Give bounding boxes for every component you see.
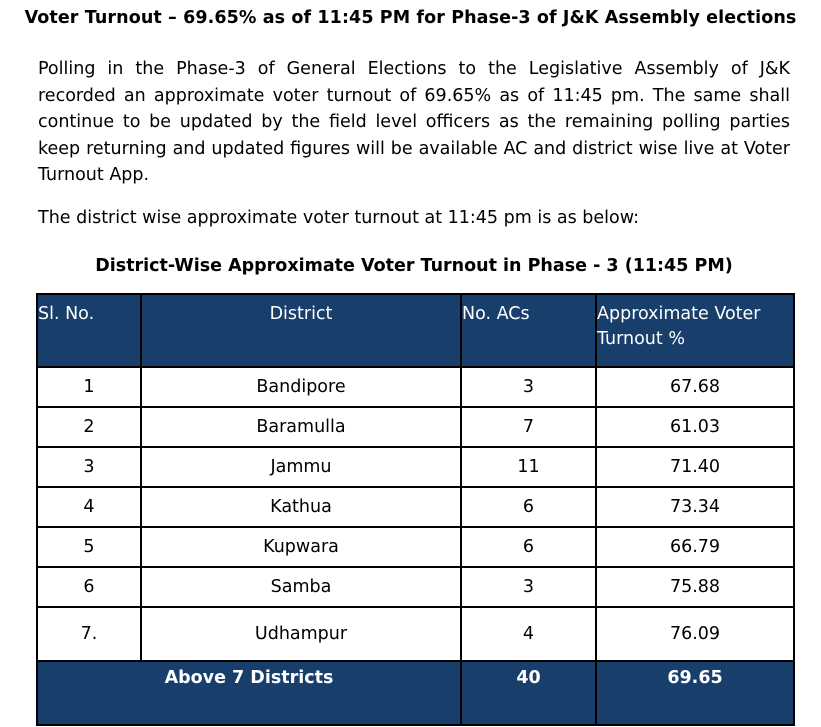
cell-turnout: 66.79	[596, 527, 794, 567]
cell-district: Jammu	[141, 447, 461, 487]
cell-turnout: 75.88	[596, 567, 794, 607]
table-row	[37, 607, 794, 661]
cell-sl-no: 5	[37, 527, 141, 567]
table-row	[37, 527, 794, 567]
cell-no-acs: 6	[461, 487, 596, 527]
cell-turnout: 71.40	[596, 447, 794, 487]
turnout-table	[36, 293, 795, 726]
cell-turnout: 61.03	[596, 407, 794, 447]
header-turnout: Approximate Voter Turnout %	[596, 294, 794, 367]
cell-no-acs: 11	[461, 447, 596, 487]
cell-no-acs: 7	[461, 407, 596, 447]
table-row	[37, 367, 794, 407]
cell-district: Kathua	[141, 487, 461, 527]
total-no-acs: 40	[461, 661, 596, 725]
cell-district: Samba	[141, 567, 461, 607]
table-row	[37, 407, 794, 447]
table-title: District-Wise Approximate Voter Turnout in Phase - 3 (11:45 PM)	[95, 256, 733, 276]
header-district: District	[141, 294, 461, 367]
cell-turnout: 76.09	[596, 607, 794, 661]
cell-turnout: 73.34	[596, 487, 794, 527]
header-no-acs: No. ACs	[461, 294, 596, 367]
cell-no-acs: 3	[461, 367, 596, 407]
table-header-row	[37, 294, 794, 367]
body-paragraph: Polling in the Phase-3 of General Elections to the Legislative Assembly of J&K recorded an approximate voter turnout of 69.65% as of 11:45 pm. The same shall continue to be updated by the field level officers as the remaining polling parties keep returning and updated figures will be available AC and district wise live at Voter Turnout App.	[38, 59, 790, 185]
cell-sl-no: 4	[37, 487, 141, 527]
total-row	[37, 661, 794, 725]
header-sl-no: Sl. No.	[37, 294, 141, 367]
cell-district: Bandipore	[141, 367, 461, 407]
cell-turnout: 67.68	[596, 367, 794, 407]
cell-no-acs: 3	[461, 567, 596, 607]
table-row	[37, 487, 794, 527]
cell-sl-no: 1	[37, 367, 141, 407]
cell-sl-no: 2	[37, 407, 141, 447]
cell-district: Kupwara	[141, 527, 461, 567]
cell-district: Udhampur	[141, 607, 461, 661]
table-row	[37, 447, 794, 487]
cell-no-acs: 4	[461, 607, 596, 661]
page-title: Voter Turnout – 69.65% as of 11:45 PM for Phase-3 of J&K Assembly elections	[24, 8, 797, 28]
cell-district: Baramulla	[141, 407, 461, 447]
total-turnout: 69.65	[596, 661, 794, 725]
cell-sl-no: 7.	[37, 607, 141, 661]
table-intro-text: The district wise approximate voter turnout at 11:45 pm is as below:	[38, 208, 639, 228]
total-label: Above 7 Districts	[37, 661, 461, 725]
cell-sl-no: 6	[37, 567, 141, 607]
table-row	[37, 567, 794, 607]
cell-sl-no: 3	[37, 447, 141, 487]
cell-no-acs: 6	[461, 527, 596, 567]
